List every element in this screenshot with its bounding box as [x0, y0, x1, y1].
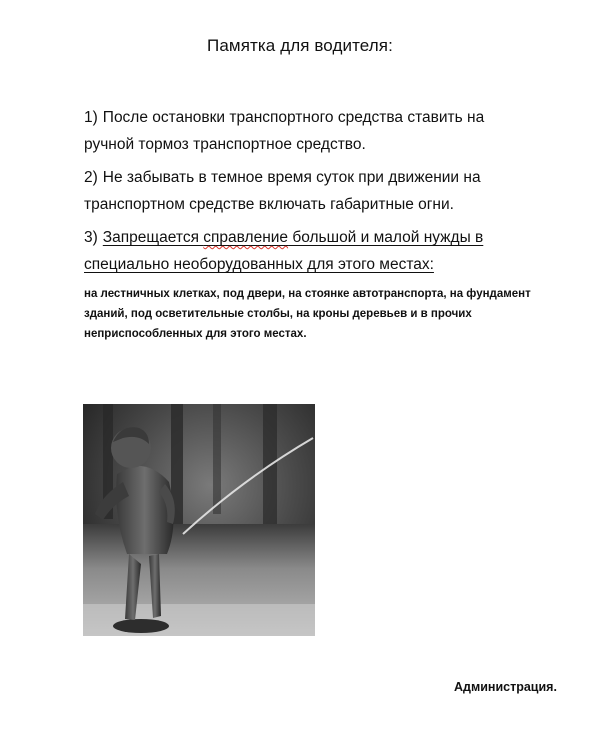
rule-item-3 [84, 224, 534, 278]
rule-item-2 [84, 164, 534, 218]
fountain-statue-photo [83, 404, 315, 636]
places-list-note: на лестничных клетках, под двери, на стоянке автотранспорта, на фундамент зданий, под осветительные столбы, на кроны деревьев и в прочих неприспособленных для этого местах. [84, 288, 531, 340]
rule-text-part: Запрещается [102, 229, 204, 246]
rule-text: Не забывать в темное время суток при движении на транспортном средстве включать габаритные огни. [84, 169, 481, 213]
rule-text: После остановки транспортного средства ставить на ручной тормоз транспортное средство. [84, 109, 485, 153]
rule-number: 2) [84, 169, 98, 186]
rule-text-part: большой и малой нужды в специально необорудованных для этого местах: [84, 229, 484, 273]
rule-number: 3) [84, 229, 98, 246]
photo-ground-light [83, 604, 315, 636]
page-title: Памятка для водителя: [207, 36, 393, 55]
rule-number: 1) [84, 109, 98, 126]
statue-torso [116, 466, 173, 554]
statue-pedestal [113, 619, 169, 633]
bg-tree-trunk [213, 404, 221, 514]
signature: Администрация. [454, 680, 557, 694]
bg-tree-trunk [263, 404, 277, 529]
rule-item-1 [84, 104, 534, 158]
spellcheck-flagged-word: справление [203, 229, 289, 246]
rule-text-emphasis [84, 229, 483, 273]
